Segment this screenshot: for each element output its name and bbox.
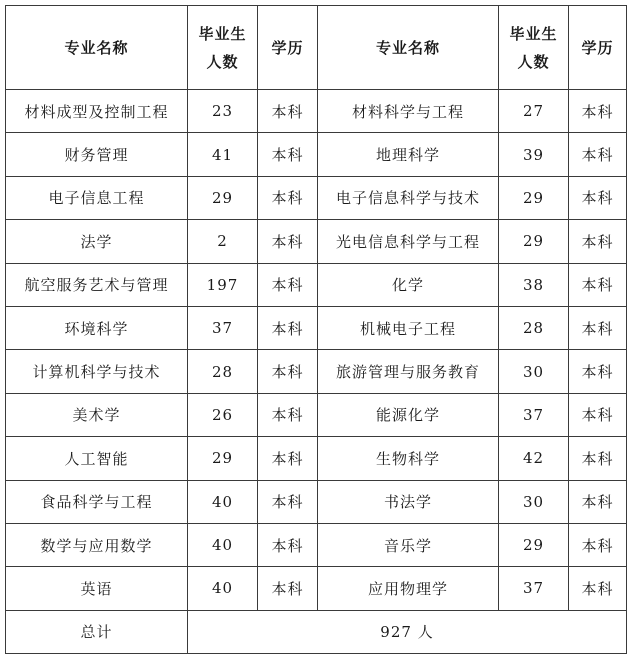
cell-right-count: 29 [499, 176, 569, 219]
header-count-line2: 人数 [517, 52, 550, 71]
cell-right-degree: 本科 [569, 306, 627, 349]
cell-right-major: 光电信息科学与工程 [318, 220, 499, 263]
cell-left-count: 197 [188, 263, 258, 306]
cell-left-count: 29 [188, 437, 258, 480]
cell-right-count: 37 [499, 393, 569, 436]
header-count-line1: 毕业生 [198, 24, 247, 43]
cell-left-degree: 本科 [258, 350, 318, 393]
header-major-left: 专业名称 [6, 6, 188, 90]
cell-left-degree: 本科 [258, 480, 318, 523]
cell-right-degree: 本科 [569, 263, 627, 306]
cell-left-major: 法学 [6, 220, 188, 263]
cell-left-major: 电子信息工程 [6, 176, 188, 219]
cell-right-count: 42 [499, 437, 569, 480]
cell-left-count: 40 [188, 480, 258, 523]
cell-left-major: 航空服务艺术与管理 [6, 263, 188, 306]
cell-right-count: 37 [499, 567, 569, 610]
cell-right-major: 电子信息科学与技术 [318, 176, 499, 219]
cell-left-degree: 本科 [258, 176, 318, 219]
cell-right-degree: 本科 [569, 393, 627, 436]
cell-left-count: 40 [188, 567, 258, 610]
cell-left-degree: 本科 [258, 306, 318, 349]
table-row [6, 480, 627, 523]
header-major-right: 专业名称 [318, 6, 499, 90]
cell-left-degree: 本科 [258, 90, 318, 133]
table-row [6, 306, 627, 349]
cell-left-major: 美术学 [6, 393, 188, 436]
cell-right-major: 机械电子工程 [318, 306, 499, 349]
table-row [6, 176, 627, 219]
table-row [6, 393, 627, 436]
cell-right-major: 书法学 [318, 480, 499, 523]
cell-left-count: 37 [188, 306, 258, 349]
cell-right-major: 生物科学 [318, 437, 499, 480]
cell-left-degree: 本科 [258, 523, 318, 566]
header-count-left [188, 6, 258, 90]
header-count-right [499, 6, 569, 90]
table-row [6, 90, 627, 133]
cell-left-degree: 本科 [258, 437, 318, 480]
table-body [6, 90, 627, 611]
cell-right-degree: 本科 [569, 567, 627, 610]
cell-right-degree: 本科 [569, 350, 627, 393]
cell-left-degree: 本科 [258, 133, 318, 176]
table-row [6, 437, 627, 480]
cell-right-count: 28 [499, 306, 569, 349]
table-row [6, 567, 627, 610]
header-count-line2: 人数 [206, 52, 239, 71]
cell-right-major: 应用物理学 [318, 567, 499, 610]
cell-left-major: 计算机科学与技术 [6, 350, 188, 393]
cell-right-count: 29 [499, 523, 569, 566]
cell-left-major: 数学与应用数学 [6, 523, 188, 566]
cell-left-major: 英语 [6, 567, 188, 610]
cell-right-degree: 本科 [569, 176, 627, 219]
table-row [6, 220, 627, 263]
cell-right-count: 39 [499, 133, 569, 176]
cell-right-count: 30 [499, 480, 569, 523]
cell-left-count: 40 [188, 523, 258, 566]
cell-right-degree: 本科 [569, 133, 627, 176]
total-value: 927 人 [188, 610, 627, 653]
cell-right-degree: 本科 [569, 480, 627, 523]
cell-left-count: 26 [188, 393, 258, 436]
cell-left-count: 41 [188, 133, 258, 176]
cell-left-degree: 本科 [258, 567, 318, 610]
cell-right-degree: 本科 [569, 437, 627, 480]
cell-right-major: 材料科学与工程 [318, 90, 499, 133]
cell-right-degree: 本科 [569, 90, 627, 133]
table-row [6, 133, 627, 176]
table-row [6, 263, 627, 306]
header-degree-right: 学历 [569, 6, 627, 90]
cell-left-count: 29 [188, 176, 258, 219]
cell-left-degree: 本科 [258, 393, 318, 436]
cell-left-major: 材料成型及控制工程 [6, 90, 188, 133]
cell-left-major: 食品科学与工程 [6, 480, 188, 523]
cell-right-major: 能源化学 [318, 393, 499, 436]
graduate-statistics-table [5, 5, 627, 654]
total-row [6, 610, 627, 653]
cell-left-degree: 本科 [258, 263, 318, 306]
header-degree-left: 学历 [258, 6, 318, 90]
cell-left-major: 财务管理 [6, 133, 188, 176]
header-count-line1: 毕业生 [509, 24, 558, 43]
cell-left-major: 人工智能 [6, 437, 188, 480]
cell-right-count: 27 [499, 90, 569, 133]
cell-right-degree: 本科 [569, 220, 627, 263]
cell-left-count: 2 [188, 220, 258, 263]
cell-right-major: 化学 [318, 263, 499, 306]
table-row [6, 523, 627, 566]
cell-right-count: 30 [499, 350, 569, 393]
cell-left-count: 23 [188, 90, 258, 133]
cell-right-major: 旅游管理与服务教育 [318, 350, 499, 393]
cell-left-count: 28 [188, 350, 258, 393]
table-row [6, 350, 627, 393]
cell-right-degree: 本科 [569, 523, 627, 566]
cell-right-count: 29 [499, 220, 569, 263]
table-header-row [6, 6, 627, 90]
cell-right-major: 音乐学 [318, 523, 499, 566]
cell-right-count: 38 [499, 263, 569, 306]
total-label: 总计 [6, 610, 188, 653]
cell-left-degree: 本科 [258, 220, 318, 263]
cell-right-major: 地理科学 [318, 133, 499, 176]
cell-left-major: 环境科学 [6, 306, 188, 349]
